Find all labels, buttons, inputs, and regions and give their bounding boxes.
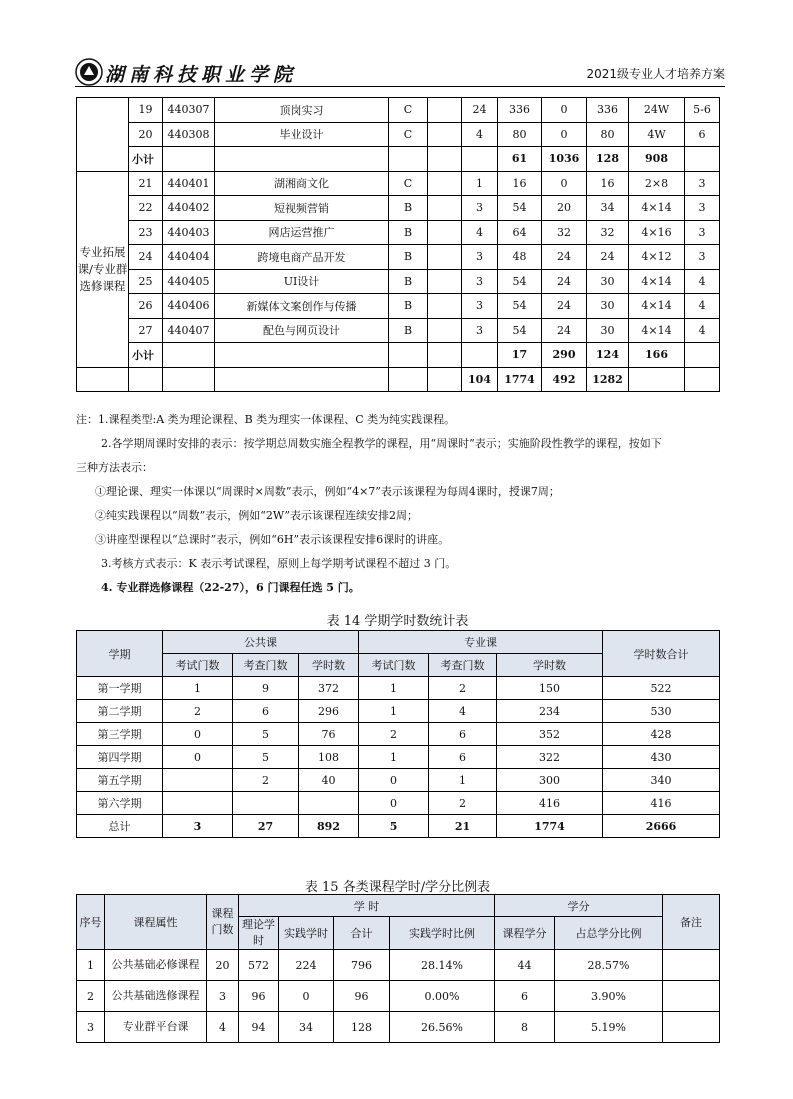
cell-credit: 8 xyxy=(495,1012,555,1043)
course-name: 毕业设计 xyxy=(215,122,389,147)
course-credit: 4 xyxy=(462,220,498,245)
cell-m-check: 4 xyxy=(429,700,497,723)
note-2: 2.各学期周课时安排的表示：按学期总周数实施全程教学的课程，用“周课时”表示；实施阶段性教学的课程，按如下 xyxy=(101,437,662,450)
cell-term: 第一学期 xyxy=(77,677,163,700)
course-no: 26 xyxy=(129,294,163,319)
course-hours: 16 xyxy=(498,171,542,196)
course-no: 19 xyxy=(129,98,163,123)
table-row xyxy=(77,269,720,294)
school-name: 湖南科技职业学院 xyxy=(105,64,298,86)
course-credit: 3 xyxy=(462,245,498,270)
cell-m-hours: 322 xyxy=(497,746,603,769)
table-cell xyxy=(462,147,498,172)
table-cell xyxy=(129,367,163,392)
cell-m-hours: 150 xyxy=(497,677,603,700)
cell-no: 3 xyxy=(77,1012,105,1043)
course-code: 440406 xyxy=(163,294,215,319)
cell-m-check: 1 xyxy=(429,769,497,792)
subtotal-theory: 124 xyxy=(587,343,629,368)
subtotal-credit: 61 xyxy=(498,147,542,172)
subtotal-credit: 17 xyxy=(498,343,542,368)
note-4: 4. 专业群选修课程（22-27），6 门课程任选 5 门。 xyxy=(101,581,360,594)
table-cell xyxy=(389,367,428,392)
total-term: 总计 xyxy=(77,815,163,838)
weekly-hours: 4×14 xyxy=(629,318,685,343)
total-p-exam: 3 xyxy=(163,815,233,838)
header-theory-hours: 理论学时 xyxy=(239,917,279,950)
cell-total: 340 xyxy=(603,769,720,792)
table-cell xyxy=(685,367,720,392)
table-row xyxy=(77,196,720,221)
term: 6 xyxy=(685,122,720,147)
total-m-exam: 5 xyxy=(359,815,429,838)
header-no: 序号 xyxy=(77,895,105,950)
practice-hours: 30 xyxy=(587,269,629,294)
category-cell-empty xyxy=(77,98,129,172)
note-2-item-2: ②纯实践课程以“周数”表示，例如“2W”表示该课程连续安排2周； xyxy=(95,509,418,522)
course-name: 顶岗实习 xyxy=(215,98,389,123)
table-cell xyxy=(389,343,428,368)
cell-p-hours: 108 xyxy=(299,746,359,769)
table-cell xyxy=(163,367,215,392)
cell-total: 522 xyxy=(603,677,720,700)
term: 4 xyxy=(685,294,720,319)
cell-p-exam: 0 xyxy=(163,723,233,746)
total-m-check: 21 xyxy=(429,815,497,838)
note-1: 注：1.课程类型:A 类为理论课程、B 类为理实一体课程、C 类为纯实践课程。 xyxy=(76,413,456,426)
cell-total: 530 xyxy=(603,700,720,723)
table-cell xyxy=(163,343,215,368)
blank-cell xyxy=(428,220,462,245)
category-label: 专业拓展课/专业群选修课程 xyxy=(77,171,129,367)
document-title: 2021级专业人才培养方案 xyxy=(586,67,725,81)
course-hours: 336 xyxy=(498,98,542,123)
practice-hours: 24 xyxy=(587,245,629,270)
table-row xyxy=(77,1012,720,1043)
header-practice-hours: 实践学时 xyxy=(279,917,334,950)
table-row xyxy=(77,367,720,392)
cell-m-exam: 1 xyxy=(359,746,429,769)
practice-hours: 80 xyxy=(587,122,629,147)
table-row xyxy=(77,723,720,746)
practice-hours: 32 xyxy=(587,220,629,245)
cell-sum: 796 xyxy=(334,950,390,981)
theory-hours: 24 xyxy=(542,269,587,294)
table-cell xyxy=(629,367,685,392)
course-code: 440404 xyxy=(163,245,215,270)
weekly-hours: 24W xyxy=(629,98,685,123)
header-major-hours: 学时数 xyxy=(497,654,603,677)
cell-p-check: 9 xyxy=(233,677,299,700)
cell-total: 416 xyxy=(603,792,720,815)
cell-m-exam: 1 xyxy=(359,677,429,700)
weekly-hours: 4W xyxy=(629,122,685,147)
cell-count: 20 xyxy=(207,950,239,981)
term: 3 xyxy=(685,171,720,196)
course-name: 配色与网页设计 xyxy=(215,318,389,343)
theory-hours: 0 xyxy=(542,98,587,123)
course-type: B xyxy=(389,220,428,245)
blank-cell xyxy=(428,98,462,123)
table-cell xyxy=(77,367,129,392)
course-type: B xyxy=(389,318,428,343)
weekly-hours: 4×16 xyxy=(629,220,685,245)
course-no: 27 xyxy=(129,318,163,343)
header-hours-group: 学 时 xyxy=(239,895,495,917)
cell-p-hours: 296 xyxy=(299,700,359,723)
cell-theory: 96 xyxy=(239,981,279,1012)
cell-credit: 44 xyxy=(495,950,555,981)
table-row xyxy=(77,981,720,1012)
note-3: 3.考核方式表示：K 表示考试课程，原则上每学期考试课程不超过 3 门。 xyxy=(101,557,457,570)
subtotal-label: 小计 xyxy=(129,343,163,368)
table-row xyxy=(77,700,720,723)
cell-m-exam: 1 xyxy=(359,700,429,723)
course-code: 440401 xyxy=(163,171,215,196)
table-cell xyxy=(215,343,389,368)
cell-p-check: 6 xyxy=(233,700,299,723)
cell-p-hours: 372 xyxy=(299,677,359,700)
theory-hours: 20 xyxy=(542,196,587,221)
table-cell xyxy=(215,367,389,392)
cell-m-hours: 416 xyxy=(497,792,603,815)
theory-hours: 24 xyxy=(542,294,587,319)
course-credit: 3 xyxy=(462,294,498,319)
cell-m-exam: 2 xyxy=(359,723,429,746)
header-public-check: 考查门数 xyxy=(233,654,299,677)
hours-credit-ratio-table xyxy=(76,894,720,1043)
table-row xyxy=(77,950,720,981)
course-name: 短视频营销 xyxy=(215,196,389,221)
cell-theory: 572 xyxy=(239,950,279,981)
cell-remark xyxy=(663,950,720,981)
total-m-hours: 1774 xyxy=(497,815,603,838)
cell-ratio: 0.00% xyxy=(390,981,495,1012)
cell-credit-ratio: 5.19% xyxy=(555,1012,663,1043)
weekly-hours: 2×8 xyxy=(629,171,685,196)
cell-remark xyxy=(663,1012,720,1043)
total-p-hours: 892 xyxy=(299,815,359,838)
theory-hours: 0 xyxy=(542,171,587,196)
course-code: 440407 xyxy=(163,318,215,343)
table-cell xyxy=(428,147,462,172)
table-row xyxy=(77,294,720,319)
term: 3 xyxy=(685,196,720,221)
course-type: C xyxy=(389,171,428,196)
cell-attr: 公共基础必修课程 xyxy=(105,950,207,981)
cell-practice: 34 xyxy=(279,1012,334,1043)
cell-sum: 96 xyxy=(334,981,390,1012)
total-theory: 492 xyxy=(542,367,587,392)
subtotal-practice: 908 xyxy=(629,147,685,172)
practice-hours: 16 xyxy=(587,171,629,196)
course-plan-table xyxy=(76,97,720,392)
course-no: 24 xyxy=(129,245,163,270)
cell-ratio: 26.56% xyxy=(390,1012,495,1043)
term: 4 xyxy=(685,318,720,343)
course-credit: 4 xyxy=(462,122,498,147)
table-cell xyxy=(685,147,720,172)
cell-p-exam: 1 xyxy=(163,677,233,700)
blank-cell xyxy=(428,196,462,221)
course-no: 23 xyxy=(129,220,163,245)
cell-m-check: 2 xyxy=(429,792,497,815)
course-hours: 54 xyxy=(498,269,542,294)
blank-cell xyxy=(428,122,462,147)
table-row xyxy=(77,769,720,792)
table-row xyxy=(77,792,720,815)
cell-m-hours: 234 xyxy=(497,700,603,723)
table-cell xyxy=(215,147,389,172)
blank-cell xyxy=(428,245,462,270)
course-credit: 24 xyxy=(462,98,498,123)
header-major-courses: 专业课 xyxy=(359,631,603,654)
cell-p-exam: 0 xyxy=(163,746,233,769)
course-code: 440308 xyxy=(163,122,215,147)
practice-hours: 30 xyxy=(587,318,629,343)
cell-credit-ratio: 28.57% xyxy=(555,950,663,981)
table-row xyxy=(77,122,720,147)
total-total: 2666 xyxy=(603,815,720,838)
cell-m-check: 6 xyxy=(429,746,497,769)
term: 5-6 xyxy=(685,98,720,123)
course-type: B xyxy=(389,245,428,270)
course-name: 新媒体文案创作与传播 xyxy=(215,294,389,319)
cell-practice: 224 xyxy=(279,950,334,981)
weekly-hours: 4×14 xyxy=(629,196,685,221)
weekly-hours: 4×14 xyxy=(629,294,685,319)
table-cell xyxy=(389,147,428,172)
course-name: 跨境电商产品开发 xyxy=(215,245,389,270)
total-p-check: 27 xyxy=(233,815,299,838)
total-credit: 104 xyxy=(462,367,498,392)
header-rule xyxy=(75,86,725,87)
cell-p-hours: 40 xyxy=(299,769,359,792)
cell-no: 2 xyxy=(77,981,105,1012)
course-no: 21 xyxy=(129,171,163,196)
page-header xyxy=(75,58,725,88)
header-course-count: 课程门数 xyxy=(207,895,239,950)
table-14-caption: 表 14 学期学时数统计表 xyxy=(326,614,469,629)
total-practice: 1282 xyxy=(587,367,629,392)
cell-count: 4 xyxy=(207,1012,239,1043)
course-no: 22 xyxy=(129,196,163,221)
course-type: B xyxy=(389,269,428,294)
course-hours: 54 xyxy=(498,196,542,221)
cell-term: 第二学期 xyxy=(77,700,163,723)
weekly-hours: 4×12 xyxy=(629,245,685,270)
course-credit: 1 xyxy=(462,171,498,196)
cell-no: 1 xyxy=(77,950,105,981)
cell-p-check: 2 xyxy=(233,769,299,792)
course-type: C xyxy=(389,98,428,123)
table-cell xyxy=(462,343,498,368)
cell-m-hours: 352 xyxy=(497,723,603,746)
cell-practice: 0 xyxy=(279,981,334,1012)
cell-ratio: 28.14% xyxy=(390,950,495,981)
theory-hours: 24 xyxy=(542,245,587,270)
header-credit-ratio: 占总学分比例 xyxy=(555,917,663,950)
school-logo-icon xyxy=(75,58,103,86)
table-row xyxy=(77,746,720,769)
theory-hours: 0 xyxy=(542,122,587,147)
cell-remark xyxy=(663,981,720,1012)
table-row xyxy=(77,220,720,245)
course-code: 440405 xyxy=(163,269,215,294)
blank-cell xyxy=(428,294,462,319)
total-hours: 1774 xyxy=(498,367,542,392)
cell-term: 第六学期 xyxy=(77,792,163,815)
header-credit-group: 学分 xyxy=(495,895,663,917)
header-major-exam: 考试门数 xyxy=(359,654,429,677)
course-name: UI设计 xyxy=(215,269,389,294)
course-hours: 48 xyxy=(498,245,542,270)
cell-credit: 6 xyxy=(495,981,555,1012)
practice-hours: 30 xyxy=(587,294,629,319)
table-row xyxy=(77,245,720,270)
cell-p-exam xyxy=(163,792,233,815)
table-row xyxy=(77,677,720,700)
header-practice-ratio: 实践学时比例 xyxy=(390,917,495,950)
practice-hours: 336 xyxy=(587,98,629,123)
term: 3 xyxy=(685,220,720,245)
course-hours: 54 xyxy=(498,294,542,319)
table-row xyxy=(77,171,720,196)
term-hours-table xyxy=(76,630,720,838)
course-hours: 54 xyxy=(498,318,542,343)
blank-cell xyxy=(428,269,462,294)
cell-count: 3 xyxy=(207,981,239,1012)
course-type: B xyxy=(389,196,428,221)
course-credit: 3 xyxy=(462,318,498,343)
cell-total: 428 xyxy=(603,723,720,746)
course-hours: 80 xyxy=(498,122,542,147)
table-cell xyxy=(428,343,462,368)
subtotal-hours: 1036 xyxy=(542,147,587,172)
cell-m-check: 6 xyxy=(429,723,497,746)
cell-p-check: 5 xyxy=(233,723,299,746)
blank-cell xyxy=(428,171,462,196)
cell-attr: 专业群平台课 xyxy=(105,1012,207,1043)
cell-p-hours: 76 xyxy=(299,723,359,746)
header-public-hours: 学时数 xyxy=(299,654,359,677)
course-hours: 64 xyxy=(498,220,542,245)
course-name: 网店运营推广 xyxy=(215,220,389,245)
table-cell xyxy=(428,367,462,392)
course-type: B xyxy=(389,294,428,319)
table-cell xyxy=(685,343,720,368)
header-term: 学期 xyxy=(77,631,163,677)
table-row xyxy=(77,343,720,368)
term: 4 xyxy=(685,269,720,294)
course-credit: 3 xyxy=(462,269,498,294)
course-no: 20 xyxy=(129,122,163,147)
cell-m-exam: 0 xyxy=(359,792,429,815)
cell-p-exam: 2 xyxy=(163,700,233,723)
header-sum: 合计 xyxy=(334,917,390,950)
cell-p-check: 5 xyxy=(233,746,299,769)
cell-m-exam: 0 xyxy=(359,769,429,792)
practice-hours: 34 xyxy=(587,196,629,221)
subtotal-label: 小计 xyxy=(129,147,163,172)
header-total-hours: 学时数合计 xyxy=(603,631,720,677)
theory-hours: 24 xyxy=(542,318,587,343)
cell-term: 第三学期 xyxy=(77,723,163,746)
course-code: 440307 xyxy=(163,98,215,123)
cell-m-hours: 300 xyxy=(497,769,603,792)
subtotal-practice: 166 xyxy=(629,343,685,368)
cell-theory: 94 xyxy=(239,1012,279,1043)
subtotal-hours: 290 xyxy=(542,343,587,368)
cell-m-check: 2 xyxy=(429,677,497,700)
course-name: 湖湘商文化 xyxy=(215,171,389,196)
weekly-hours: 4×14 xyxy=(629,269,685,294)
header-public-courses: 公共课 xyxy=(163,631,359,654)
cell-credit-ratio: 3.90% xyxy=(555,981,663,1012)
subtotal-theory: 128 xyxy=(587,147,629,172)
course-type: C xyxy=(389,122,428,147)
table-cell xyxy=(163,147,215,172)
table-row xyxy=(77,147,720,172)
table-15-caption: 表 15 各类课程学时/学分比例表 xyxy=(304,880,491,895)
notes xyxy=(76,408,726,600)
table-row xyxy=(77,815,720,838)
header-course-credit: 课程学分 xyxy=(495,917,555,950)
header-attr: 课程属性 xyxy=(105,895,207,950)
course-code: 440402 xyxy=(163,196,215,221)
cell-term: 第五学期 xyxy=(77,769,163,792)
table-row xyxy=(77,318,720,343)
blank-cell xyxy=(428,318,462,343)
table-row xyxy=(77,98,720,123)
note-2-item-3: ③讲座型课程以“总课时”表示，例如“6H”表示该课程安排6课时的讲座。 xyxy=(95,533,450,546)
course-code: 440403 xyxy=(163,220,215,245)
cell-p-exam xyxy=(163,769,233,792)
cell-sum: 128 xyxy=(334,1012,390,1043)
cell-attr: 公共基础选修课程 xyxy=(105,981,207,1012)
cell-total: 430 xyxy=(603,746,720,769)
header-remark: 备注 xyxy=(663,895,720,950)
course-credit: 3 xyxy=(462,196,498,221)
note-2-cont: 三种方法表示： xyxy=(76,461,153,474)
cell-p-hours xyxy=(299,792,359,815)
term: 3 xyxy=(685,245,720,270)
course-no: 25 xyxy=(129,269,163,294)
cell-p-check xyxy=(233,792,299,815)
note-2-item-1: ①理论课、理实一体课以“周课时×周数”表示，例如“4×7”表示该课程为每周4课时，授课7周； xyxy=(95,485,560,498)
header-major-check: 考查门数 xyxy=(429,654,497,677)
theory-hours: 32 xyxy=(542,220,587,245)
header-public-exam: 考试门数 xyxy=(163,654,233,677)
cell-term: 第四学期 xyxy=(77,746,163,769)
